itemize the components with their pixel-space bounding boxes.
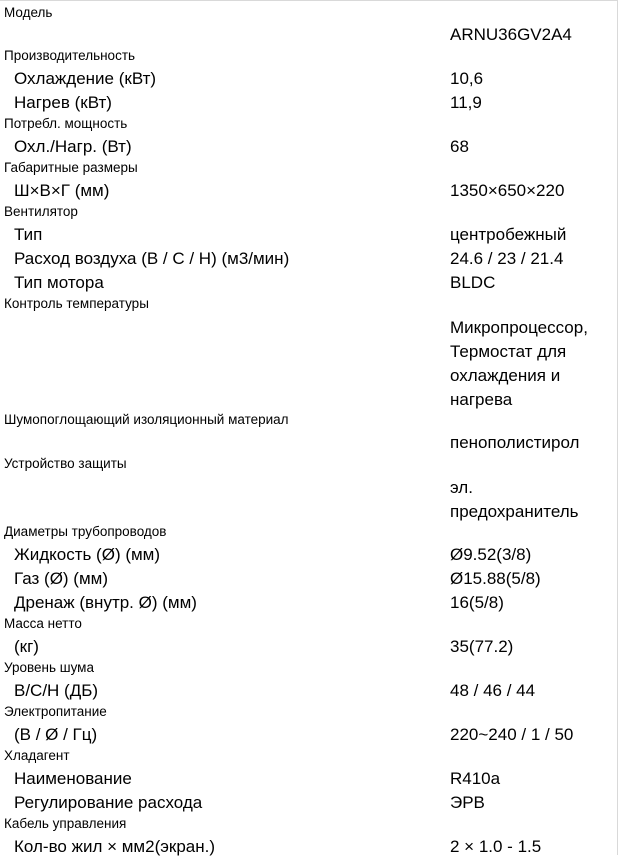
section-cable: Кабель управления	[4, 816, 127, 831]
temp-control-line-4: нагрева	[450, 390, 513, 409]
power-supply-value: 220~240 / 1 / 50	[450, 725, 574, 744]
section-noise: Уровень шума	[4, 660, 94, 675]
refrigerant-control-label: Регулирование расхода	[14, 793, 203, 812]
heating-value: 11,9	[450, 93, 482, 112]
gas-value: Ø15.88(5/8)	[450, 569, 541, 588]
section-temp-control: Контроль температуры	[4, 296, 149, 311]
refrigerant-control-value: ЭРВ	[450, 793, 485, 812]
refrigerant-name-label: Наименование	[14, 769, 132, 788]
protection-line-2: предохранитель	[450, 502, 579, 521]
cable-value: 2 × 1.0 - 1.5	[450, 837, 542, 856]
model-value: ARNU36GV2A4	[450, 25, 572, 44]
cooling-value: 10,6	[450, 69, 484, 88]
fan-type-value: центробежный	[450, 225, 567, 244]
refrigerant-name-value: R410a	[450, 769, 501, 788]
insulation-value: пенополистирол	[450, 433, 580, 452]
power-label: Охл./Нагр. (Вт)	[14, 137, 132, 156]
power-value: 68	[450, 137, 469, 156]
section-insulation: Шумопоглощающий изоляционный материал	[4, 412, 289, 427]
power-supply-label: (В / Ø / Гц)	[14, 725, 98, 744]
weight-value: 35(77.2)	[450, 637, 514, 656]
section-weight: Масса нетто	[4, 616, 82, 631]
fan-type-label: Тип	[14, 225, 43, 244]
weight-label: (кг)	[14, 637, 39, 656]
section-protection: Устройство защиты	[4, 456, 127, 471]
liquid-label: Жидкость (Ø) (мм)	[14, 545, 161, 564]
motor-value: BLDC	[450, 273, 496, 292]
temp-control-line-2: Термостат для	[450, 342, 567, 361]
airflow-value: 24.6 / 23 / 21.4	[450, 249, 564, 268]
section-power-supply: Электропитание	[4, 704, 107, 719]
cable-label: Кол-во жил × мм2(экран.)	[14, 837, 216, 856]
dimensions-value: 1350×650×220	[450, 181, 565, 200]
dimensions-label: Ш×В×Г (мм)	[14, 181, 110, 200]
section-fan: Вентилятор	[4, 204, 78, 219]
section-power: Потребл. мощность	[4, 116, 128, 131]
drain-value: 16(5/8)	[450, 593, 504, 612]
protection-line-1: эл.	[450, 478, 473, 497]
noise-label: В/С/Н (ДБ)	[14, 681, 99, 700]
section-refrigerant: Хладагент	[4, 748, 70, 763]
section-piping: Диаметры трубопроводов	[4, 524, 167, 539]
liquid-value: Ø9.52(3/8)	[450, 545, 532, 564]
cooling-label: Охлаждение (кВт)	[14, 69, 157, 88]
noise-value: 48 / 46 / 44	[450, 681, 536, 700]
airflow-label: Расход воздуха (В / С / Н) (м3/мин)	[14, 249, 290, 268]
section-model: Модель	[4, 5, 53, 20]
gas-label: Газ (Ø) (мм)	[14, 569, 108, 588]
heating-label: Нагрев (кВт)	[14, 93, 112, 112]
drain-label: Дренаж (внутр. Ø) (мм)	[14, 593, 197, 612]
temp-control-line-1: Микропроцессор,	[450, 318, 588, 337]
motor-label: Тип мотора	[14, 273, 104, 292]
section-dimensions: Габаритные размеры	[4, 160, 138, 175]
temp-control-line-3: охлаждения и	[450, 366, 561, 385]
section-capacity: Производительность	[4, 48, 136, 63]
